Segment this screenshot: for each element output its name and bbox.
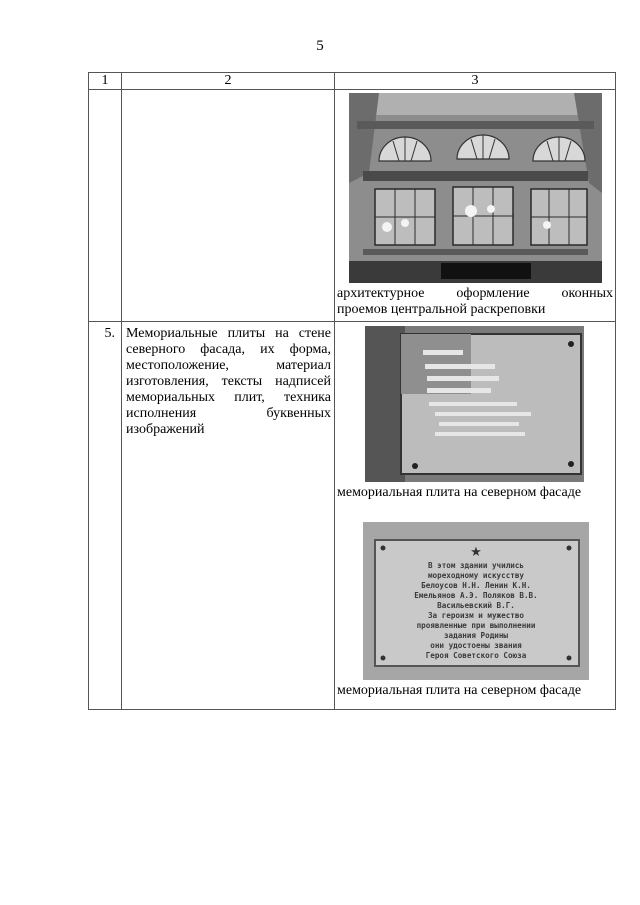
facade-windows-photo — [349, 93, 602, 283]
photo-caption: мемориальная плита на северном фасаде — [337, 683, 582, 698]
heritage-table — [88, 72, 616, 710]
plaque-inscription-line: мореходному искусству — [427, 571, 525, 580]
svg-text:★: ★ — [470, 544, 482, 559]
plaque-inscription-line: Белоусов Н.Н. Ленин К.Н. — [421, 581, 531, 590]
memorial-plaque-photo-2 — [363, 522, 589, 680]
plaque-inscription-line: За героизм и мужество — [427, 611, 525, 620]
row-number — [89, 90, 122, 322]
header-col-3: 3 — [335, 73, 616, 90]
photo-caption: мемориальная плита на северном фасаде — [337, 485, 582, 500]
plaque-inscription-line: они удостоены звания — [430, 641, 522, 650]
memorial-plaque-photo-1 — [365, 326, 584, 482]
row-description — [122, 90, 335, 322]
plaque-inscription-line: В этом здании учились — [427, 561, 525, 570]
header-col-1: 1 — [89, 73, 122, 90]
page-number: 5 — [316, 38, 324, 54]
table-row — [89, 90, 616, 322]
table-header-row — [89, 73, 616, 90]
plaque-inscription-line: Героя Советского Союза — [425, 651, 527, 660]
photo-cell — [335, 322, 616, 710]
plaque-inscription-line: Емельянов А.Э. Поляков В.В. — [414, 591, 538, 600]
row-description: Мемориальные плиты на стене северного фасада, их форма, местоположение, материал изготовления, тексты надписей мемориальных плит, техника исполнения буквенных изображений — [122, 322, 335, 710]
plaque-inscription-line: проявленные при выполнении — [416, 621, 536, 630]
photo-cell — [335, 90, 616, 322]
header-col-2: 2 — [122, 73, 335, 90]
plaque-inscription-line: задания Родины — [443, 631, 509, 640]
photo-caption: архитектурное оформление оконных проемов центральной раскреповки — [337, 286, 613, 317]
table-row — [89, 322, 616, 710]
plaque-inscription-line: Васильевский В.Г. — [437, 601, 515, 610]
row-number: 5. — [89, 322, 122, 710]
